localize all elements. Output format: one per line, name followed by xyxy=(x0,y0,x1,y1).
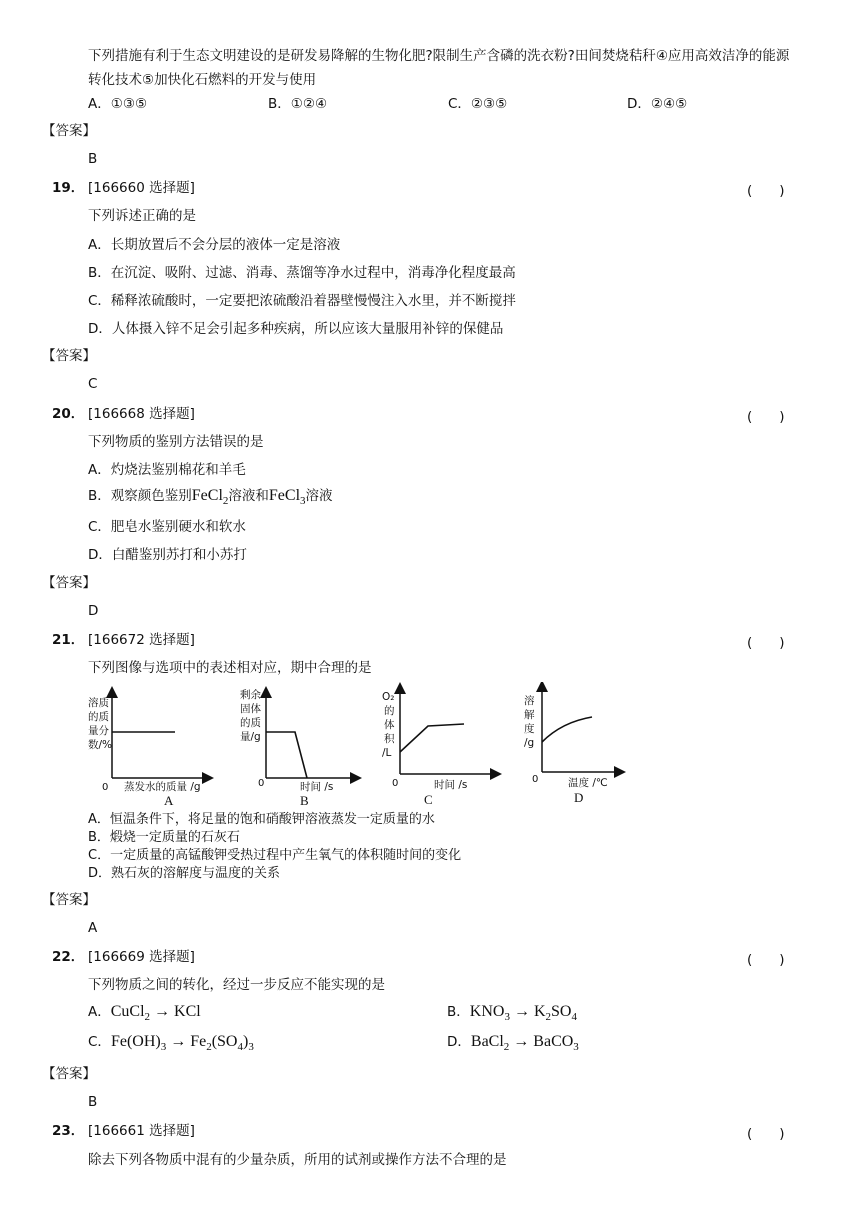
q23-answer-paren[interactable]: ( ) xyxy=(747,1126,785,1142)
graph-c-ylabel-3: 体 xyxy=(384,719,395,731)
q22-option-a xyxy=(88,1003,201,1026)
q21-option-d: D．熟石灰的溶解度与温度的关系 xyxy=(88,866,281,881)
formula-fecl2 xyxy=(191,487,229,508)
q19-option-d: D．人体摄入锌不足会引起多种疾病，所以应该大量服用补锌的保健品 xyxy=(88,321,504,337)
graph-a-ylabel-4: 数/% xyxy=(88,739,113,751)
q21-graphs xyxy=(80,682,640,810)
q20-answer-paren[interactable]: ( ) xyxy=(747,409,785,425)
graph-c xyxy=(382,688,496,807)
q20-option-b-prefix: B．观察颜色鉴别 xyxy=(88,488,192,504)
q20-answer-label: 【答案】 xyxy=(42,575,96,591)
graph-c-ylabel-5: /L xyxy=(382,747,392,759)
graph-b-ylabel-3: 的质 xyxy=(240,717,261,729)
formula-fecl3-base: FeCl xyxy=(268,487,301,504)
q21-answer-label: 【答案】 xyxy=(42,892,96,908)
graph-a-xlabel: 蒸发水的质量 /g xyxy=(124,781,201,793)
q20-answer: D xyxy=(88,603,99,619)
graph-a xyxy=(88,692,208,808)
graph-b-letter: B xyxy=(300,793,309,808)
q19-meta: [166660 选择题] xyxy=(88,180,195,196)
q20-number: 20． xyxy=(52,406,85,422)
q20-option-c: C．肥皂水鉴别硬水和软水 xyxy=(88,519,246,535)
q21-option-c: C．一定质量的高锰酸钾受热过程中产生氧气的体积随时间的变化 xyxy=(88,848,462,863)
q20-option-b-mid: 溶液和 xyxy=(228,488,269,504)
q22-option-b xyxy=(447,1003,577,1026)
graph-c-origin: 0 xyxy=(392,778,399,789)
graph-a-letter: A xyxy=(164,793,174,808)
q23-number: 23． xyxy=(52,1123,85,1139)
q18-option-b: B．①②④ xyxy=(268,96,328,112)
graph-b-curve xyxy=(266,732,307,778)
graph-d-origin: 0 xyxy=(532,774,539,785)
q19-answer: C xyxy=(88,376,98,392)
graph-b-ylabel-4: 量/g xyxy=(240,731,261,743)
q22-number: 22． xyxy=(52,949,85,965)
q23-meta: [166661 选择题] xyxy=(88,1123,195,1139)
formula-fecl2-sub: 2 xyxy=(222,495,229,508)
graph-b-ylabel-1: 剩余 xyxy=(240,689,261,701)
graph-a-origin: 0 xyxy=(102,782,109,793)
q21-answer: A xyxy=(88,920,98,936)
graph-d-ylabel-1: 溶 xyxy=(524,695,535,707)
q20-option-d: D．白醋鉴别苏打和小苏打 xyxy=(88,547,247,563)
formula-fecl2-base: FeCl xyxy=(191,487,223,504)
reaction-bacl2-baco3: BaCl$_2$ → BaCO$_3$ xyxy=(470,1033,579,1054)
graph-c-letter: C xyxy=(424,792,433,807)
q19-answer-paren[interactable]: ( ) xyxy=(747,183,785,199)
q18-stem-line1: 下列措施有利于生态文明建设的是研发易降解的生物化肥?限制生产含磷的洗衣粉?田间焚烧秸秆④应用高效洁净的能源 xyxy=(88,48,790,64)
graph-b-ylabel-2: 固体 xyxy=(240,703,261,715)
graph-a-ylabel-1: 溶质 xyxy=(88,697,109,709)
graph-d-ylabel-4: /g xyxy=(524,737,535,749)
graph-d-letter: D xyxy=(574,790,584,805)
q23-stem: 除去下列各物质中混有的少量杂质，所用的试剂或操作方法不合理的是 xyxy=(88,1152,507,1168)
q21-answer-paren[interactable]: ( ) xyxy=(747,635,785,651)
q21-option-a: A．恒温条件下，将足量的饱和硝酸钾溶液蒸发一定质量的水 xyxy=(88,812,435,827)
q20-option-b-suffix: 溶液 xyxy=(305,488,333,504)
q21-number: 21． xyxy=(52,632,85,648)
q22-answer-paren[interactable]: ( ) xyxy=(747,952,785,968)
formula-fecl3 xyxy=(268,487,306,508)
q19-answer-label: 【答案】 xyxy=(42,348,96,364)
q21-meta: [166672 选择题] xyxy=(88,632,195,648)
reaction-cucl2-kcl: CuCl$_2$ → KCl xyxy=(110,1003,201,1024)
q21-option-b: B．煅烧一定质量的石灰石 xyxy=(88,830,240,845)
reaction-kno3-k2so4: $KNO_3 \to K_2SO_4$ xyxy=(469,1003,577,1024)
q22-meta: [166669 选择题] xyxy=(88,949,195,965)
graph-b-xlabel: 时间 /s xyxy=(300,781,334,793)
graph-c-ylabel-1: O₂ xyxy=(382,691,395,703)
graph-c-ylabel-2: 的 xyxy=(384,705,395,717)
graph-d-ylabel-3: 度 xyxy=(524,723,535,735)
reaction-feoh3-fe2so43: $Fe(OH)_3 \to Fe_2(SO_4)_3$ xyxy=(110,1033,254,1054)
q22-option-c-label: C． xyxy=(88,1034,111,1050)
graph-b-origin: 0 xyxy=(258,778,265,789)
q18-stem-line2: 转化技术⑤加快化石燃料的开发与使用 xyxy=(88,72,317,88)
q20-option-a: A．灼烧法鉴别棉花和羊毛 xyxy=(88,462,246,478)
graph-d-ylabel-2: 解 xyxy=(524,709,535,721)
q19-stem: 下列诉述正确的是 xyxy=(88,208,196,224)
graph-a-ylabel-3: 量分 xyxy=(88,725,109,737)
q18-answer-label: 【答案】 xyxy=(42,123,96,139)
q19-option-b: B．在沉淀、吸附、过滤、消毒、蒸馏等净水过程中，消毒净化程度最高 xyxy=(88,265,516,281)
q18-option-a: A．①③⑤ xyxy=(88,96,148,112)
q22-option-b-label: B． xyxy=(447,1004,470,1020)
graph-c-curve xyxy=(400,724,464,752)
graph-a-ylabel-2: 的质 xyxy=(88,711,109,723)
q20-option-b xyxy=(88,487,333,510)
q22-answer: B xyxy=(88,1094,98,1110)
q19-number: 19． xyxy=(52,180,85,196)
q22-option-d xyxy=(447,1033,579,1056)
q18-option-c: C．②③⑤ xyxy=(448,96,508,112)
graph-d-curve xyxy=(542,717,592,742)
q20-meta: [166668 选择题] xyxy=(88,406,195,422)
q20-stem: 下列物质的鉴别方法错误的是 xyxy=(88,434,264,450)
graph-c-xlabel: 时间 /s xyxy=(434,779,468,791)
q22-answer-label: 【答案】 xyxy=(42,1066,96,1082)
q18-option-d: D．②④⑤ xyxy=(627,96,688,112)
q18-answer: B xyxy=(88,151,98,167)
graph-d-xlabel: 温度 /℃ xyxy=(568,777,608,789)
q22-stem: 下列物质之间的转化，经过一步反应不能实现的是 xyxy=(88,977,385,993)
graph-b xyxy=(240,688,356,808)
graph-d xyxy=(524,686,620,805)
q22-option-a-label: A． xyxy=(88,1004,111,1020)
q19-option-a: A．长期放置后不会分层的液体一定是溶液 xyxy=(88,237,341,253)
q22-option-c xyxy=(88,1033,254,1056)
q19-option-c: C．稀释浓硫酸时，一定要把浓硫酸沿着器壁慢慢注入水里，并不断搅拌 xyxy=(88,293,516,309)
q22-option-d-label: D． xyxy=(447,1034,471,1050)
graph-c-ylabel-4: 积 xyxy=(384,733,395,745)
q21-stem: 下列图像与选项中的表述相对应，期中合理的是 xyxy=(88,660,372,676)
formula-fecl3-sub: 3 xyxy=(300,495,306,508)
